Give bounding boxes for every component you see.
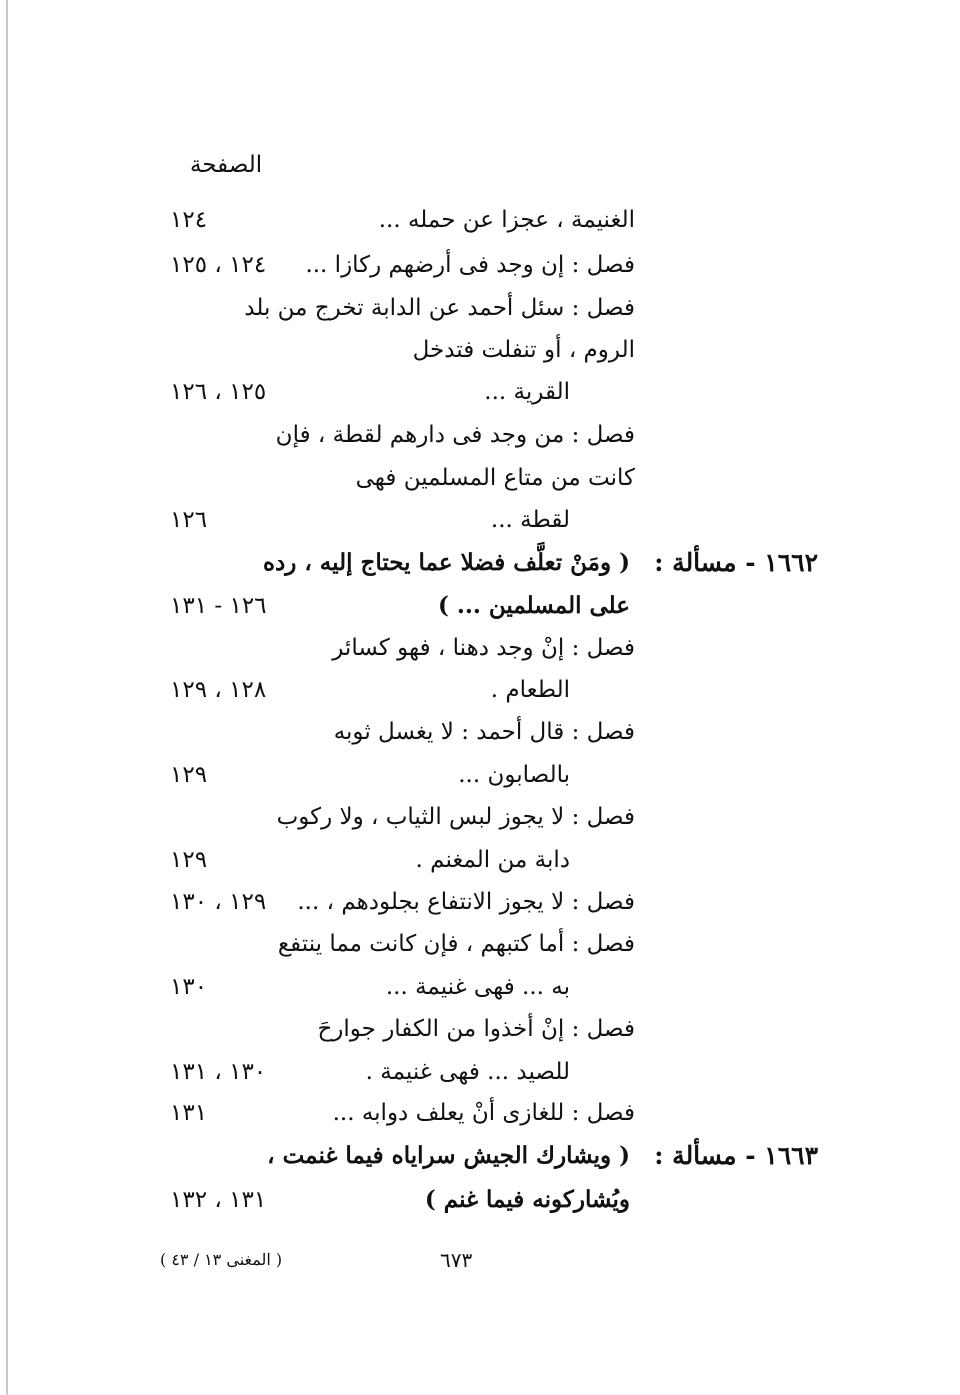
entry-text: فصل : أما كتبهم ، فإن كانت مما ينتفع xyxy=(277,931,635,957)
entry-text: الروم ، أو تنفلت فتدخل xyxy=(412,337,635,363)
entry-text: فصل : من وجد فى دارهم لقطة ، فإن xyxy=(275,422,635,448)
entry-text: فصل : سئل أحمد عن الدابة تخرج من بلد xyxy=(244,295,635,321)
issue-label: ١٦٦٣ - مسألة : xyxy=(654,1141,818,1170)
page-number: ٦٧٣ xyxy=(440,1248,473,1272)
entry-pages: ١٣١ ، ١٣٢ xyxy=(170,1187,267,1213)
page-column-header: الصفحة xyxy=(190,152,263,178)
entry-text: فصل : لا يجوز لبس الثياب ، ولا ركوب xyxy=(276,804,635,830)
entry-text: به ... فهى غنيمة ... xyxy=(385,974,570,1000)
entry-text: الغنيمة ، عجزا عن حمله ... xyxy=(378,207,635,233)
entry-pages: ١٢٩ xyxy=(170,847,208,873)
entry-pages: ١٣٠ xyxy=(170,974,208,1000)
issue-text: ( ويشارك الجيش سراياه فيما غنمت ، xyxy=(267,1142,630,1169)
entry-pages: ١٢٦ - ١٣١ xyxy=(170,593,267,619)
entry-text: القرية ... xyxy=(484,379,570,405)
entry-pages: ١٢٤ xyxy=(170,207,208,233)
entry-text: فصل : إن وجد فى أرضهم ركازا ... xyxy=(305,252,635,278)
entry-text: فصل : إنْ وجد دهنا ، فهو كسائر xyxy=(332,635,635,661)
entry-text: الطعام . xyxy=(490,677,570,703)
issue-text: ويُشاركونه فيما غنم ) xyxy=(424,1186,630,1213)
entry-text: فصل : للغازى أنْ يعلف دوابه ... xyxy=(332,1100,635,1126)
entry-pages: ١٢٨ ، ١٢٩ xyxy=(170,677,267,703)
issue-label: ١٦٦٢ - مسألة : xyxy=(654,548,818,577)
entry-pages: ١٢٤ ، ١٢٥ xyxy=(170,252,267,278)
entry-pages: ١٣١ xyxy=(170,1100,208,1126)
entry-pages: ١٢٥ ، ١٢٦ xyxy=(170,379,267,405)
entry-text: كانت من متاع المسلمين فهى xyxy=(355,465,635,491)
entry-pages: ١٢٩ ، ١٣٠ xyxy=(170,889,267,915)
entry-text: فصل : إنْ أخذوا من الكفار جوارحَ xyxy=(317,1016,635,1042)
entry-text: بالصابون ... xyxy=(458,762,570,788)
issue-text: على المسلمين ... ) xyxy=(437,592,630,619)
entry-text: لقطة ... xyxy=(490,507,570,533)
entry-pages: ١٣٠ ، ١٣١ xyxy=(170,1059,267,1085)
issue-text: ( ومَنْ تعلَّف فضلا عما يحتاج إليه ، رده xyxy=(262,549,630,576)
entry-text: فصل : قال أحمد : لا يغسل ثوبه xyxy=(333,719,635,745)
entry-text: دابة من المغنم . xyxy=(415,847,570,873)
entry-text: فصل : لا يجوز الانتفاع بجلودهم ، ... xyxy=(297,889,635,915)
entry-pages: ١٢٦ xyxy=(170,507,208,533)
entry-pages: ١٢٩ xyxy=(170,762,208,788)
entry-text: للصيد ... فهى غنيمة . xyxy=(365,1059,570,1085)
volume-reference: ( المغنى ١٣ / ٤٣ ) xyxy=(160,1250,283,1269)
